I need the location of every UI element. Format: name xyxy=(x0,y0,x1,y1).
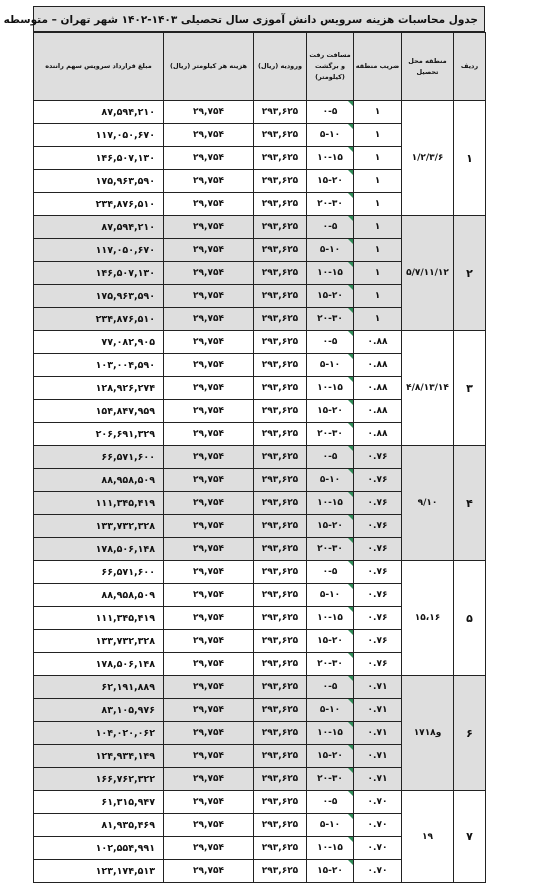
cell-comment-marker xyxy=(348,745,353,750)
region-factor-cell: ۰.۸۸ xyxy=(354,400,402,423)
contract-amount-cell: ۸۷,۵۹۴,۲۱۰ xyxy=(34,216,164,239)
contract-amount-cell: ۱۳۳,۷۳۲,۳۲۸ xyxy=(34,515,164,538)
per-km-cost-cell: ۲۹,۷۵۴ xyxy=(164,653,254,676)
distance-cell: ۱۰-۱۵ xyxy=(307,377,354,400)
entry-fee-cell: ۲۹۳,۶۲۵ xyxy=(254,492,307,515)
row-number-cell: ۱ xyxy=(454,101,486,216)
cell-comment-marker xyxy=(348,607,353,612)
contract-amount-cell: ۲۳۴,۸۷۶,۵۱۰ xyxy=(34,308,164,331)
entry-fee-cell: ۲۹۳,۶۲۵ xyxy=(254,147,307,170)
region-factor-cell: ۱ xyxy=(354,170,402,193)
cell-comment-marker xyxy=(348,101,353,106)
header-contract: مبلغ قرارداد سرویس سهم راننده xyxy=(34,33,164,101)
distance-cell: ۰-۵ xyxy=(307,216,354,239)
cell-comment-marker xyxy=(348,676,353,681)
contract-amount-cell: ۱۱۷,۰۵۰,۶۷۰ xyxy=(34,124,164,147)
per-km-cost-cell: ۲۹,۷۵۴ xyxy=(164,262,254,285)
cost-table xyxy=(33,32,486,883)
per-km-cost-cell: ۲۹,۷۵۴ xyxy=(164,630,254,653)
distance-cell: ۱۵-۲۰ xyxy=(307,400,354,423)
contract-amount-cell: ۸۳,۱۰۵,۹۷۶ xyxy=(34,699,164,722)
header-region: منطقه محل تحصیل xyxy=(402,33,454,101)
distance-cell: ۰-۵ xyxy=(307,676,354,699)
region-cell: ۹/۱۰ xyxy=(402,446,454,561)
distance-cell: ۵-۱۰ xyxy=(307,239,354,262)
distance-cell: ۲۰-۳۰ xyxy=(307,538,354,561)
entry-fee-cell: ۲۹۳,۶۲۵ xyxy=(254,814,307,837)
region-factor-cell: ۱ xyxy=(354,216,402,239)
per-km-cost-cell: ۲۹,۷۵۴ xyxy=(164,124,254,147)
cell-comment-marker xyxy=(348,308,353,313)
per-km-cost-cell: ۲۹,۷۵۴ xyxy=(164,331,254,354)
per-km-cost-cell: ۲۹,۷۵۴ xyxy=(164,170,254,193)
header-row-number: ردیف xyxy=(454,33,486,101)
region-factor-cell: ۱ xyxy=(354,193,402,216)
table-row xyxy=(34,101,486,124)
region-factor-cell: ۰.۷۶ xyxy=(354,469,402,492)
per-km-cost-cell: ۲۹,۷۵۴ xyxy=(164,492,254,515)
cost-table-sheet xyxy=(3,6,485,883)
distance-cell: ۵-۱۰ xyxy=(307,354,354,377)
per-km-cost-cell: ۲۹,۷۵۴ xyxy=(164,469,254,492)
entry-fee-cell: ۲۹۳,۶۲۵ xyxy=(254,423,307,446)
per-km-cost-cell: ۲۹,۷۵۴ xyxy=(164,607,254,630)
contract-amount-cell: ۱۰۳,۰۰۴,۵۹۰ xyxy=(34,354,164,377)
cell-comment-marker xyxy=(348,860,353,865)
region-factor-cell: ۰.۷۶ xyxy=(354,492,402,515)
entry-fee-cell: ۲۹۳,۶۲۵ xyxy=(254,584,307,607)
distance-cell: ۱۰-۱۵ xyxy=(307,607,354,630)
region-factor-cell: ۰.۸۸ xyxy=(354,331,402,354)
cell-comment-marker xyxy=(348,653,353,658)
cell-comment-marker xyxy=(348,377,353,382)
contract-amount-cell: ۸۷,۵۹۴,۲۱۰ xyxy=(34,101,164,124)
region-factor-cell: ۰.۷۶ xyxy=(354,607,402,630)
contract-amount-cell: ۲۰۶,۶۹۱,۳۲۹ xyxy=(34,423,164,446)
per-km-cost-cell: ۲۹,۷۵۴ xyxy=(164,354,254,377)
per-km-cost-cell: ۲۹,۷۵۴ xyxy=(164,584,254,607)
region-cell: ۱/۲/۳/۶ xyxy=(402,101,454,216)
contract-amount-cell: ۸۸,۹۵۸,۵۰۹ xyxy=(34,584,164,607)
distance-cell: ۱۰-۱۵ xyxy=(307,147,354,170)
distance-cell: ۱۵-۲۰ xyxy=(307,285,354,308)
contract-amount-cell: ۶۲,۱۹۱,۸۸۹ xyxy=(34,676,164,699)
contract-amount-cell: ۱۱۱,۳۴۵,۴۱۹ xyxy=(34,607,164,630)
region-factor-cell: ۰.۷۱ xyxy=(354,722,402,745)
region-factor-cell: ۰.۷۱ xyxy=(354,745,402,768)
contract-amount-cell: ۱۵۴,۸۴۷,۹۵۹ xyxy=(34,400,164,423)
distance-cell: ۱۵-۲۰ xyxy=(307,630,354,653)
per-km-cost-cell: ۲۹,۷۵۴ xyxy=(164,561,254,584)
distance-cell: ۵-۱۰ xyxy=(307,469,354,492)
per-km-cost-cell: ۲۹,۷۵۴ xyxy=(164,676,254,699)
cell-comment-marker xyxy=(348,837,353,842)
region-factor-cell: ۰.۷۶ xyxy=(354,630,402,653)
distance-cell: ۱۰-۱۵ xyxy=(307,722,354,745)
entry-fee-cell: ۲۹۳,۶۲۵ xyxy=(254,699,307,722)
cell-comment-marker xyxy=(348,216,353,221)
distance-cell: ۵-۱۰ xyxy=(307,814,354,837)
entry-fee-cell: ۲۹۳,۶۲۵ xyxy=(254,676,307,699)
entry-fee-cell: ۲۹۳,۶۲۵ xyxy=(254,745,307,768)
table-title: جدول محاسبات هزینه سرویس دانش آموزی سال تحصیلی ۱۴۰۳-۱۴۰۲ شهر تهران – متوسطه xyxy=(33,6,485,32)
per-km-cost-cell: ۲۹,۷۵۴ xyxy=(164,538,254,561)
region-factor-cell: ۰.۷۶ xyxy=(354,653,402,676)
per-km-cost-cell: ۲۹,۷۵۴ xyxy=(164,791,254,814)
distance-cell: ۲۰-۳۰ xyxy=(307,193,354,216)
cell-comment-marker xyxy=(348,193,353,198)
cell-comment-marker xyxy=(348,354,353,359)
entry-fee-cell: ۲۹۳,۶۲۵ xyxy=(254,170,307,193)
cell-comment-marker xyxy=(348,699,353,704)
contract-amount-cell: ۷۷,۰۸۲,۹۰۵ xyxy=(34,331,164,354)
region-factor-cell: ۰.۷۰ xyxy=(354,860,402,883)
table-row xyxy=(34,676,486,699)
distance-cell: ۲۰-۳۰ xyxy=(307,308,354,331)
entry-fee-cell: ۲۹۳,۶۲۵ xyxy=(254,216,307,239)
entry-fee-cell: ۲۹۳,۶۲۵ xyxy=(254,607,307,630)
contract-amount-cell: ۱۰۲,۵۵۴,۹۹۱ xyxy=(34,837,164,860)
region-factor-cell: ۱ xyxy=(354,262,402,285)
table-body xyxy=(34,101,486,883)
cell-comment-marker xyxy=(348,538,353,543)
cell-comment-marker xyxy=(348,584,353,589)
contract-amount-cell: ۱۱۱,۳۴۵,۴۱۹ xyxy=(34,492,164,515)
contract-amount-cell: ۱۱۷,۰۵۰,۶۷۰ xyxy=(34,239,164,262)
contract-amount-cell: ۶۶,۵۷۱,۶۰۰ xyxy=(34,446,164,469)
row-number-cell: ۴ xyxy=(454,446,486,561)
contract-amount-cell: ۶۱,۳۱۵,۹۴۷ xyxy=(34,791,164,814)
region-factor-cell: ۱ xyxy=(354,285,402,308)
cell-comment-marker xyxy=(348,147,353,152)
entry-fee-cell: ۲۹۳,۶۲۵ xyxy=(254,768,307,791)
contract-amount-cell: ۸۸,۹۵۸,۵۰۹ xyxy=(34,469,164,492)
region-factor-cell: ۱ xyxy=(354,308,402,331)
per-km-cost-cell: ۲۹,۷۵۴ xyxy=(164,147,254,170)
per-km-cost-cell: ۲۹,۷۵۴ xyxy=(164,239,254,262)
per-km-cost-cell: ۲۹,۷۵۴ xyxy=(164,745,254,768)
entry-fee-cell: ۲۹۳,۶۲۵ xyxy=(254,653,307,676)
header-entry: ورودیه (ریال) xyxy=(254,33,307,101)
distance-cell: ۱۰-۱۵ xyxy=(307,492,354,515)
per-km-cost-cell: ۲۹,۷۵۴ xyxy=(164,400,254,423)
contract-amount-cell: ۱۲۸,۹۲۶,۲۷۴ xyxy=(34,377,164,400)
cell-comment-marker xyxy=(348,515,353,520)
region-factor-cell: ۰.۷۱ xyxy=(354,676,402,699)
cell-comment-marker xyxy=(348,469,353,474)
entry-fee-cell: ۲۹۳,۶۲۵ xyxy=(254,538,307,561)
distance-cell: ۱۵-۲۰ xyxy=(307,860,354,883)
cell-comment-marker xyxy=(348,722,353,727)
region-factor-cell: ۱ xyxy=(354,124,402,147)
cell-comment-marker xyxy=(348,630,353,635)
distance-cell: ۲۰-۳۰ xyxy=(307,653,354,676)
cell-comment-marker xyxy=(348,400,353,405)
per-km-cost-cell: ۲۹,۷۵۴ xyxy=(164,446,254,469)
contract-amount-cell: ۱۷۵,۹۶۳,۵۹۰ xyxy=(34,170,164,193)
contract-amount-cell: ۱۶۶,۷۶۲,۳۲۲ xyxy=(34,768,164,791)
region-factor-cell: ۰.۷۶ xyxy=(354,515,402,538)
contract-amount-cell: ۱۷۵,۹۶۳,۵۹۰ xyxy=(34,285,164,308)
cell-comment-marker xyxy=(348,446,353,451)
region-factor-cell: ۰.۷۱ xyxy=(354,768,402,791)
distance-cell: ۵-۱۰ xyxy=(307,699,354,722)
entry-fee-cell: ۲۹۳,۶۲۵ xyxy=(254,331,307,354)
entry-fee-cell: ۲۹۳,۶۲۵ xyxy=(254,469,307,492)
per-km-cost-cell: ۲۹,۷۵۴ xyxy=(164,722,254,745)
distance-cell: ۱۰-۱۵ xyxy=(307,262,354,285)
distance-cell: ۲۰-۳۰ xyxy=(307,768,354,791)
region-factor-cell: ۱ xyxy=(354,101,402,124)
distance-cell: ۰-۵ xyxy=(307,561,354,584)
cell-comment-marker xyxy=(348,492,353,497)
cell-comment-marker xyxy=(348,791,353,796)
entry-fee-cell: ۲۹۳,۶۲۵ xyxy=(254,722,307,745)
entry-fee-cell: ۲۹۳,۶۲۵ xyxy=(254,377,307,400)
contract-amount-cell: ۸۱,۹۳۵,۴۶۹ xyxy=(34,814,164,837)
per-km-cost-cell: ۲۹,۷۵۴ xyxy=(164,860,254,883)
distance-cell: ۰-۵ xyxy=(307,101,354,124)
per-km-cost-cell: ۲۹,۷۵۴ xyxy=(164,377,254,400)
header-per-km: هزینه هر کیلومتر (ریال) xyxy=(164,33,254,101)
per-km-cost-cell: ۲۹,۷۵۴ xyxy=(164,768,254,791)
contract-amount-cell: ۲۳۴,۸۷۶,۵۱۰ xyxy=(34,193,164,216)
entry-fee-cell: ۲۹۳,۶۲۵ xyxy=(254,561,307,584)
per-km-cost-cell: ۲۹,۷۵۴ xyxy=(164,423,254,446)
table-row xyxy=(34,791,486,814)
entry-fee-cell: ۲۹۳,۶۲۵ xyxy=(254,354,307,377)
region-cell: ۱۵،۱۶ xyxy=(402,561,454,676)
entry-fee-cell: ۲۹۳,۶۲۵ xyxy=(254,124,307,147)
region-factor-cell: ۰.۷۱ xyxy=(354,699,402,722)
row-number-cell: ۶ xyxy=(454,676,486,791)
contract-amount-cell: ۱۰۴,۰۲۰,۰۶۲ xyxy=(34,722,164,745)
region-factor-cell: ۰.۷۰ xyxy=(354,791,402,814)
entry-fee-cell: ۲۹۳,۶۲۵ xyxy=(254,285,307,308)
contract-amount-cell: ۱۷۸,۵۰۶,۱۴۸ xyxy=(34,653,164,676)
entry-fee-cell: ۲۹۳,۶۲۵ xyxy=(254,400,307,423)
distance-cell: ۵-۱۰ xyxy=(307,124,354,147)
per-km-cost-cell: ۲۹,۷۵۴ xyxy=(164,216,254,239)
per-km-cost-cell: ۲۹,۷۵۴ xyxy=(164,837,254,860)
per-km-cost-cell: ۲۹,۷۵۴ xyxy=(164,101,254,124)
contract-amount-cell: ۱۲۴,۹۳۴,۱۴۹ xyxy=(34,745,164,768)
region-cell: ۱۹ xyxy=(402,791,454,883)
region-factor-cell: ۱ xyxy=(354,239,402,262)
table-row xyxy=(34,561,486,584)
row-number-cell: ۷ xyxy=(454,791,486,883)
region-factor-cell: ۰.۸۸ xyxy=(354,377,402,400)
distance-cell: ۰-۵ xyxy=(307,446,354,469)
cell-comment-marker xyxy=(348,170,353,175)
contract-amount-cell: ۶۶,۵۷۱,۶۰۰ xyxy=(34,561,164,584)
table-row xyxy=(34,331,486,354)
entry-fee-cell: ۲۹۳,۶۲۵ xyxy=(254,837,307,860)
distance-cell: ۱۵-۲۰ xyxy=(307,515,354,538)
cell-comment-marker xyxy=(348,768,353,773)
row-number-cell: ۳ xyxy=(454,331,486,446)
contract-amount-cell: ۱۲۳,۱۷۴,۵۱۳ xyxy=(34,860,164,883)
region-factor-cell: ۰.۷۰ xyxy=(354,837,402,860)
entry-fee-cell: ۲۹۳,۶۲۵ xyxy=(254,262,307,285)
region-factor-cell: ۰.۷۶ xyxy=(354,584,402,607)
contract-amount-cell: ۱۴۶,۵۰۷,۱۳۰ xyxy=(34,262,164,285)
header-factor: ضریب منطقه xyxy=(354,33,402,101)
region-factor-cell: ۰.۷۶ xyxy=(354,561,402,584)
cell-comment-marker xyxy=(348,124,353,129)
header-row xyxy=(34,33,486,101)
region-factor-cell: ۰.۷۶ xyxy=(354,538,402,561)
entry-fee-cell: ۲۹۳,۶۲۵ xyxy=(254,515,307,538)
table-row xyxy=(34,216,486,239)
distance-cell: ۱۰-۱۵ xyxy=(307,837,354,860)
contract-amount-cell: ۱۴۶,۵۰۷,۱۳۰ xyxy=(34,147,164,170)
entry-fee-cell: ۲۹۳,۶۲۵ xyxy=(254,308,307,331)
entry-fee-cell: ۲۹۳,۶۲۵ xyxy=(254,193,307,216)
row-number-cell: ۵ xyxy=(454,561,486,676)
region-cell: ۱۷و۱۸ xyxy=(402,676,454,791)
distance-cell: ۲۰-۳۰ xyxy=(307,423,354,446)
region-cell: ۴/۸/۱۳/۱۴ xyxy=(402,331,454,446)
per-km-cost-cell: ۲۹,۷۵۴ xyxy=(164,515,254,538)
distance-cell: ۰-۵ xyxy=(307,791,354,814)
entry-fee-cell: ۲۹۳,۶۲۵ xyxy=(254,446,307,469)
row-number-cell: ۲ xyxy=(454,216,486,331)
contract-amount-cell: ۱۳۳,۷۳۲,۳۲۸ xyxy=(34,630,164,653)
contract-amount-cell: ۱۷۸,۵۰۶,۱۴۸ xyxy=(34,538,164,561)
entry-fee-cell: ۲۹۳,۶۲۵ xyxy=(254,860,307,883)
region-factor-cell: ۰.۷۰ xyxy=(354,814,402,837)
entry-fee-cell: ۲۹۳,۶۲۵ xyxy=(254,101,307,124)
cell-comment-marker xyxy=(348,262,353,267)
distance-cell: ۱۵-۲۰ xyxy=(307,745,354,768)
entry-fee-cell: ۲۹۳,۶۲۵ xyxy=(254,630,307,653)
distance-cell: ۵-۱۰ xyxy=(307,584,354,607)
distance-cell: ۰-۵ xyxy=(307,331,354,354)
per-km-cost-cell: ۲۹,۷۵۴ xyxy=(164,699,254,722)
cell-comment-marker xyxy=(348,285,353,290)
region-factor-cell: ۱ xyxy=(354,147,402,170)
region-factor-cell: ۰.۷۶ xyxy=(354,446,402,469)
per-km-cost-cell: ۲۹,۷۵۴ xyxy=(164,285,254,308)
cell-comment-marker xyxy=(348,239,353,244)
cell-comment-marker xyxy=(348,561,353,566)
entry-fee-cell: ۲۹۳,۶۲۵ xyxy=(254,239,307,262)
cell-comment-marker xyxy=(348,814,353,819)
distance-cell: ۱۵-۲۰ xyxy=(307,170,354,193)
per-km-cost-cell: ۲۹,۷۵۴ xyxy=(164,308,254,331)
region-cell: ۵/۷/۱۱/۱۲ xyxy=(402,216,454,331)
entry-fee-cell: ۲۹۳,۶۲۵ xyxy=(254,791,307,814)
per-km-cost-cell: ۲۹,۷۵۴ xyxy=(164,814,254,837)
cell-comment-marker xyxy=(348,331,353,336)
header-distance: مسافت رفت و برگشت (کیلومتر) xyxy=(307,33,354,101)
table-row xyxy=(34,446,486,469)
cell-comment-marker xyxy=(348,423,353,428)
region-factor-cell: ۰.۸۸ xyxy=(354,423,402,446)
region-factor-cell: ۰.۸۸ xyxy=(354,354,402,377)
per-km-cost-cell: ۲۹,۷۵۴ xyxy=(164,193,254,216)
